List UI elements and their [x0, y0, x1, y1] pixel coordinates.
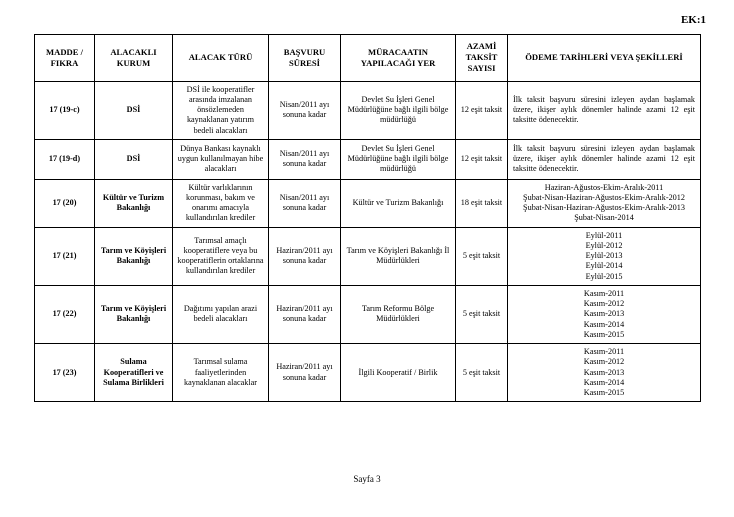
- cell-odeme-tarihleri: İlk taksit başvuru süresini izleyen aydan başlamak üzere, ikişer aylık dönemler halinde azami 12 eşit taksitte ödenecektir.: [508, 81, 701, 139]
- cell-muracaat-yeri: Devlet Su İşleri Genel Müdürlüğüne bağlı ilgili bölge müdürlüğü: [341, 139, 456, 179]
- payment-schedule-table: [34, 34, 701, 402]
- cell-taksit-sayisi: 5 eşit taksit: [456, 285, 508, 343]
- cell-basvuru-suresi: Haziran/2011 ayı sonuna kadar: [269, 344, 341, 402]
- cell-basvuru-suresi: Nisan/2011 ayı sonuna kadar: [269, 81, 341, 139]
- cell-odeme-tarihleri: [508, 344, 701, 402]
- cell-madde: 17 (22): [35, 285, 95, 343]
- odeme-line: Eylül-2015: [585, 271, 623, 281]
- odeme-line-list: [511, 231, 697, 282]
- cell-kurum: Tarım ve Köyişleri Bakanlığı: [95, 227, 173, 285]
- table-row: [35, 81, 701, 139]
- column-header-kurum: ALACAKLI KURUM: [95, 35, 173, 82]
- odeme-line: Kasım-2014: [583, 319, 625, 329]
- cell-kurum: DSİ: [95, 81, 173, 139]
- cell-muracaat-yeri: Tarım ve Köyişleri Bakanlığı İl Müdürlükleri: [341, 227, 456, 285]
- cell-alacak-turu: DSİ ile kooperatifler arasında imzalanan önsözlemeden kaynaklanan yatırım bedeli alacakları: [173, 81, 269, 139]
- odeme-line: Eylül-2012: [585, 240, 623, 250]
- cell-taksit-sayisi: 5 eşit taksit: [456, 227, 508, 285]
- cell-alacak-turu: Dünya Bankası kaynaklı uygun kullanılmayan hibe alacakları: [173, 139, 269, 179]
- odeme-line: Şubat-Nisan-2014: [574, 213, 634, 223]
- odeme-line: Eylül-2014: [585, 261, 623, 271]
- cell-taksit-sayisi: 5 eşit taksit: [456, 344, 508, 402]
- cell-basvuru-suresi: Nisan/2011 ayı sonuna kadar: [269, 139, 341, 179]
- table-row: [35, 285, 701, 343]
- odeme-line: Kasım-2015: [583, 388, 625, 398]
- cell-taksit-sayisi: 12 eşit taksit: [456, 81, 508, 139]
- table-row: [35, 227, 701, 285]
- column-header-alacak-turu: ALACAK TÜRÜ: [173, 35, 269, 82]
- cell-basvuru-suresi: Nisan/2011 ayı sonuna kadar: [269, 179, 341, 227]
- odeme-line-list: [511, 183, 697, 224]
- table-body: [35, 81, 701, 402]
- odeme-line: Haziran-Ağustos-Ekim-Aralık-2011: [544, 182, 664, 192]
- cell-muracaat-yeri: İlgili Kooperatif / Birlik: [341, 344, 456, 402]
- odeme-line: Eylül-2013: [585, 251, 623, 261]
- cell-odeme-tarihleri: İlk taksit başvuru süresini izleyen aydan başlamak üzere, ikişer aylık dönemler halinde azami 12 eşit taksitte ödenecektir.: [508, 139, 701, 179]
- cell-muracaat-yeri: Tarım Reformu Bölge Müdürlükleri: [341, 285, 456, 343]
- column-header-muracaat-yeri: MÜRACAATIN YAPILACAĞI YER: [341, 35, 456, 82]
- odeme-line: Kasım-2013: [583, 309, 625, 319]
- cell-odeme-tarihleri: [508, 285, 701, 343]
- cell-kurum: Tarım ve Köyişleri Bakanlığı: [95, 285, 173, 343]
- document-code: EK:1: [680, 14, 706, 26]
- cell-kurum: DSİ: [95, 139, 173, 179]
- cell-alacak-turu: Tarımsal amaçlı kooperatiflere veya bu kooperatiflerin ortaklarına kullandırılan krediler: [173, 227, 269, 285]
- table-header-row: [35, 35, 701, 82]
- odeme-line: Şubat-Nisan-Haziran-Ağustos-Ekim-Aralık-2012: [523, 192, 685, 202]
- cell-muracaat-yeri: Kültür ve Turizm Bakanlığı: [341, 179, 456, 227]
- odeme-line-list: [511, 289, 697, 340]
- column-header-basvuru-suresi: BAŞVURU SÜRESİ: [269, 35, 341, 82]
- cell-muracaat-yeri: Devlet Su İşleri Genel Müdürlüğüne bağlı ilgili bölge müdürlüğü: [341, 81, 456, 139]
- cell-odeme-tarihleri: [508, 227, 701, 285]
- cell-basvuru-suresi: Haziran/2011 ayı sonuna kadar: [269, 227, 341, 285]
- cell-madde: 17 (20): [35, 179, 95, 227]
- cell-alacak-turu: Tarımsal sulama faaliyetlerinden kaynaklanan alacaklar: [173, 344, 269, 402]
- table-row: [35, 139, 701, 179]
- odeme-line: Kasım-2012: [583, 299, 625, 309]
- cell-kurum: Kültür ve Turizm Bakanlığı: [95, 179, 173, 227]
- cell-madde: 17 (19-c): [35, 81, 95, 139]
- odeme-line: Eylül-2011: [585, 230, 623, 240]
- odeme-line: Kasım-2014: [583, 377, 625, 387]
- cell-basvuru-suresi: Haziran/2011 ayı sonuna kadar: [269, 285, 341, 343]
- cell-kurum: Sulama Kooperatifleri ve Sulama Birlikleri: [95, 344, 173, 402]
- table-row: [35, 344, 701, 402]
- column-header-odeme-tarihleri: ÖDEME TARİHLERİ VEYA ŞEKİLLERİ: [508, 35, 701, 82]
- column-header-taksit-sayisi: AZAMİ TAKSİT SAYISI: [456, 35, 508, 82]
- cell-madde: 17 (23): [35, 344, 95, 402]
- cell-alacak-turu: Kültür varlıklarının korunması, bakım ve onarımı amacıyla kullandırılan krediler: [173, 179, 269, 227]
- cell-taksit-sayisi: 18 eşit taksit: [456, 179, 508, 227]
- odeme-line-list: [511, 347, 697, 398]
- odeme-line: Kasım-2011: [583, 347, 625, 357]
- odeme-line: Kasım-2012: [583, 357, 625, 367]
- odeme-line: Şubat-Nisan-Haziran-Ağustos-Ekim-Aralık-2013: [523, 203, 685, 213]
- cell-odeme-tarihleri: [508, 179, 701, 227]
- odeme-line: Kasım-2015: [583, 329, 625, 339]
- cell-madde: 17 (21): [35, 227, 95, 285]
- cell-madde: 17 (19-d): [35, 139, 95, 179]
- column-header-madde: MADDE / FIKRA: [35, 35, 95, 82]
- odeme-line: Kasım-2011: [583, 288, 625, 298]
- cell-taksit-sayisi: 12 eşit taksit: [456, 139, 508, 179]
- table-row: [35, 179, 701, 227]
- odeme-line: Kasım-2013: [583, 367, 625, 377]
- page-footer: Sayfa 3: [353, 474, 381, 484]
- cell-alacak-turu: Dağıtımı yapılan arazi bedeli alacakları: [173, 285, 269, 343]
